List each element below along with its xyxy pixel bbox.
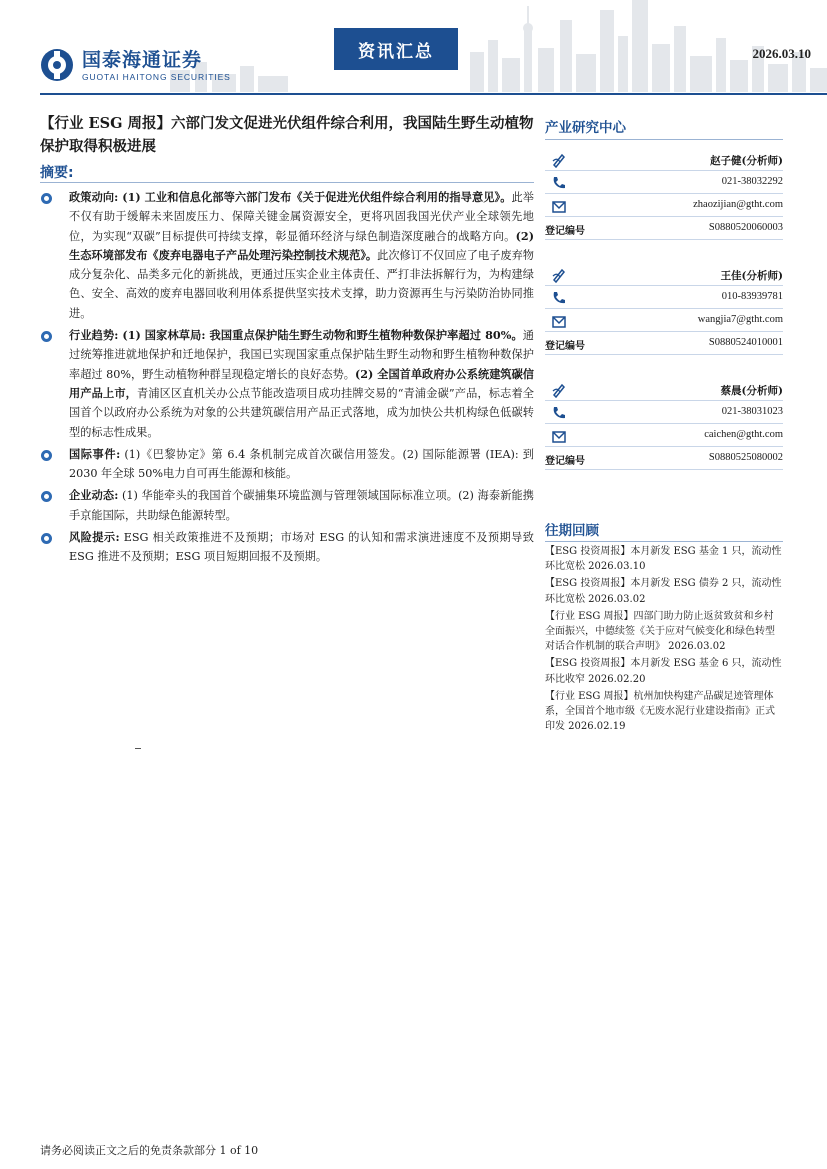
bullet-text: (1)《巴黎协定》第 6.4 条机制完成首次碳信用签发。(2) 国际能源署 (IEA): 到 2030 年全球 50%电力自可再生能源和核能。	[69, 447, 534, 481]
analyst-reg: S0880524010001	[708, 337, 783, 348]
analyst-email: zhaozijian@gtht.com	[693, 199, 783, 210]
bullet-risk	[40, 528, 534, 567]
analyst-name-row	[545, 148, 783, 171]
logo-name-en: GUOTAI HAITONG SECURITIES	[82, 71, 231, 82]
report-type-tag: 资讯汇总	[334, 28, 458, 70]
research-center	[545, 116, 783, 470]
bullet-international	[40, 445, 534, 484]
bullet-dot-icon	[41, 193, 52, 204]
bullet-head: 风险提示:	[69, 530, 120, 545]
reg-label: 登记编号	[545, 341, 585, 352]
mail-icon	[551, 313, 567, 329]
bullet-trend	[40, 326, 534, 442]
phone-icon	[551, 290, 567, 306]
analyst-reg-row	[545, 332, 783, 355]
bullet-text: 此举不仅有助于缓解未来固废压力、保障关键金属资源安全，更将巩固我国光伏产业全球领先地位，为实现“双碳”目标提供可持续支撑，彰显循环经济与绿色制造深度融合的战略方向。	[69, 191, 534, 243]
analyst-email-row	[545, 194, 783, 217]
bullet-dot-icon	[41, 533, 52, 544]
phone-icon	[551, 175, 567, 191]
analyst-email-row	[545, 309, 783, 332]
analyst-phone-row	[545, 401, 783, 424]
abstract-list	[40, 188, 534, 570]
research-center-heading: 产业研究中心	[545, 116, 783, 140]
bullet-head: 行业趋势: (1) 国家林草局: 我国重点保护陆生野生动物和野生植物种数保护率超过 80%。	[69, 328, 523, 343]
report-title: 【行业 ESG 周报】六部门发文促进光伏组件综合利用，我国陆生野生动植物保护取得积极进展	[40, 115, 534, 155]
bullet-head: 国际事件:	[69, 446, 121, 461]
bullet-text: 青浦区区直机关办公点节能改造项目成功挂牌交易的“青浦金碳”产品，标志着全国首个以政府办公系统为对象的公共建筑碳信用产品正式落地，成为加快公共机构绿色低碳转型的标志性成果。	[69, 386, 534, 439]
analyst-card	[545, 263, 783, 355]
report-date: 2026.03.10	[752, 46, 811, 61]
analyst-reg-row	[545, 217, 783, 240]
bullet-subhead: (2) 全国首单政府办公系统建筑碳信用产品上市，	[69, 366, 534, 400]
analyst-card	[545, 378, 783, 470]
bullet-corporate	[40, 486, 534, 525]
analyst-reg: S0880525080002	[708, 452, 783, 463]
phone-icon	[551, 405, 567, 421]
analyst-phone: 010-83939781	[721, 291, 783, 302]
analyst-reg-row	[545, 447, 783, 470]
bullet-text: 此次修订不仅回应了电子废弃物成分复杂化、品类多元化的新挑战，更通过压实企业主体责任、严打非法拆解行为，为构建绿色、安全、高效的废弃电器回收利用体系提供坚实技术支撑，助力资源再生与污染防治协同推进。	[69, 248, 534, 320]
bullet-text: ESG 相关政策推进不及预期；市场对 ESG 的认知和需求演进速度不及预期导致 ESG 推进不及预期；ESG 项目短期回报不及预期。	[69, 531, 534, 564]
analyst-phone: 021-38031023	[721, 406, 783, 417]
analyst-phone: 021-38032292	[721, 176, 783, 187]
past-reports	[545, 519, 783, 734]
pen-icon	[551, 152, 567, 168]
mail-icon	[551, 198, 567, 214]
past-report-link[interactable]: 【行业 ESG 周报】四部门助力防止返贫致贫和乡村全面振兴，中德续签《关于应对气候变化和绿色转型对话合作机制的联合声明》 2026.03.02	[545, 610, 775, 653]
brand-logo	[40, 48, 231, 82]
bullet-head: 企业动态:	[69, 488, 119, 503]
bullet-head: 政策动向: (1) 工业和信息化部等六部门发布《关于促进光伏组件综合利用的指导意见》。	[69, 190, 512, 204]
pen-icon	[551, 382, 567, 398]
bullet-dot-icon	[41, 450, 52, 461]
bullet-dot-icon	[41, 491, 52, 502]
mail-icon	[551, 428, 567, 444]
past-report-link[interactable]: 【ESG 投资周报】本月新发 ESG 基金 1 只，流动性环比宽松 2026.03.10	[545, 546, 782, 573]
analyst-phone-row	[545, 171, 783, 194]
analyst-card	[545, 148, 783, 240]
pen-icon	[551, 267, 567, 283]
abstract-divider	[40, 182, 534, 183]
bullet-subhead: (2) 生态环境部发布《废弃电器电子产品处理污染控制技术规范》。	[69, 228, 534, 262]
reg-label: 登记编号	[545, 456, 585, 467]
analyst-name-row	[545, 378, 783, 401]
header-divider	[40, 93, 827, 95]
reg-label: 登记编号	[545, 226, 585, 237]
analyst-email-row	[545, 424, 783, 447]
analyst-name: 蔡晨(分析师)	[720, 385, 783, 397]
logo-name-cn: 国泰海通证券	[82, 48, 203, 71]
bullet-dot-icon	[41, 331, 52, 342]
page-mark	[135, 748, 141, 749]
bullet-text: 通过统筹推进就地保护和迁地保护，我国已实现国家重点保护陆生野生动物和野生植物种数保护率超过 80%，野生动植物种群呈现稳定增长的良好态势。	[69, 329, 534, 381]
past-reports-heading: 往期回顾	[545, 519, 783, 542]
abstract-heading: 摘要:	[40, 165, 74, 181]
bullet-text: (1) 华能牵头的我国首个碳捕集环境监测与管理领域国际标准立项。(2) 海泰新能携手京能国际，共助绿色能源转型。	[69, 489, 534, 522]
past-report-link[interactable]: 【行业 ESG 周报】杭州加快构建产品碳足迹管理体系，全国首个地市级《无废水泥行业建设指南》正式印发 2026.02.19	[545, 690, 775, 733]
analyst-phone-row	[545, 286, 783, 309]
logo-mark-icon	[40, 48, 74, 82]
analyst-name: 王佳(分析师)	[720, 270, 783, 282]
bullet-policy	[40, 188, 534, 323]
analyst-email: wangjia7@gtht.com	[697, 314, 783, 325]
analyst-name-row	[545, 263, 783, 286]
footer-disclaimer: 请务必阅读正文之后的免责条款部分 1 of 10	[40, 1144, 259, 1157]
analyst-name: 赵子健(分析师)	[710, 155, 783, 167]
analyst-email: caichen@gtht.com	[704, 429, 783, 440]
analyst-reg: S0880520060003	[708, 222, 783, 233]
past-report-link[interactable]: 【ESG 投资周报】本月新发 ESG 债券 2 只，流动性环比宽松 2026.03.02	[545, 578, 782, 605]
past-report-link[interactable]: 【ESG 投资周报】本月新发 ESG 基金 6 只，流动性环比收窄 2026.02.20	[545, 658, 782, 685]
